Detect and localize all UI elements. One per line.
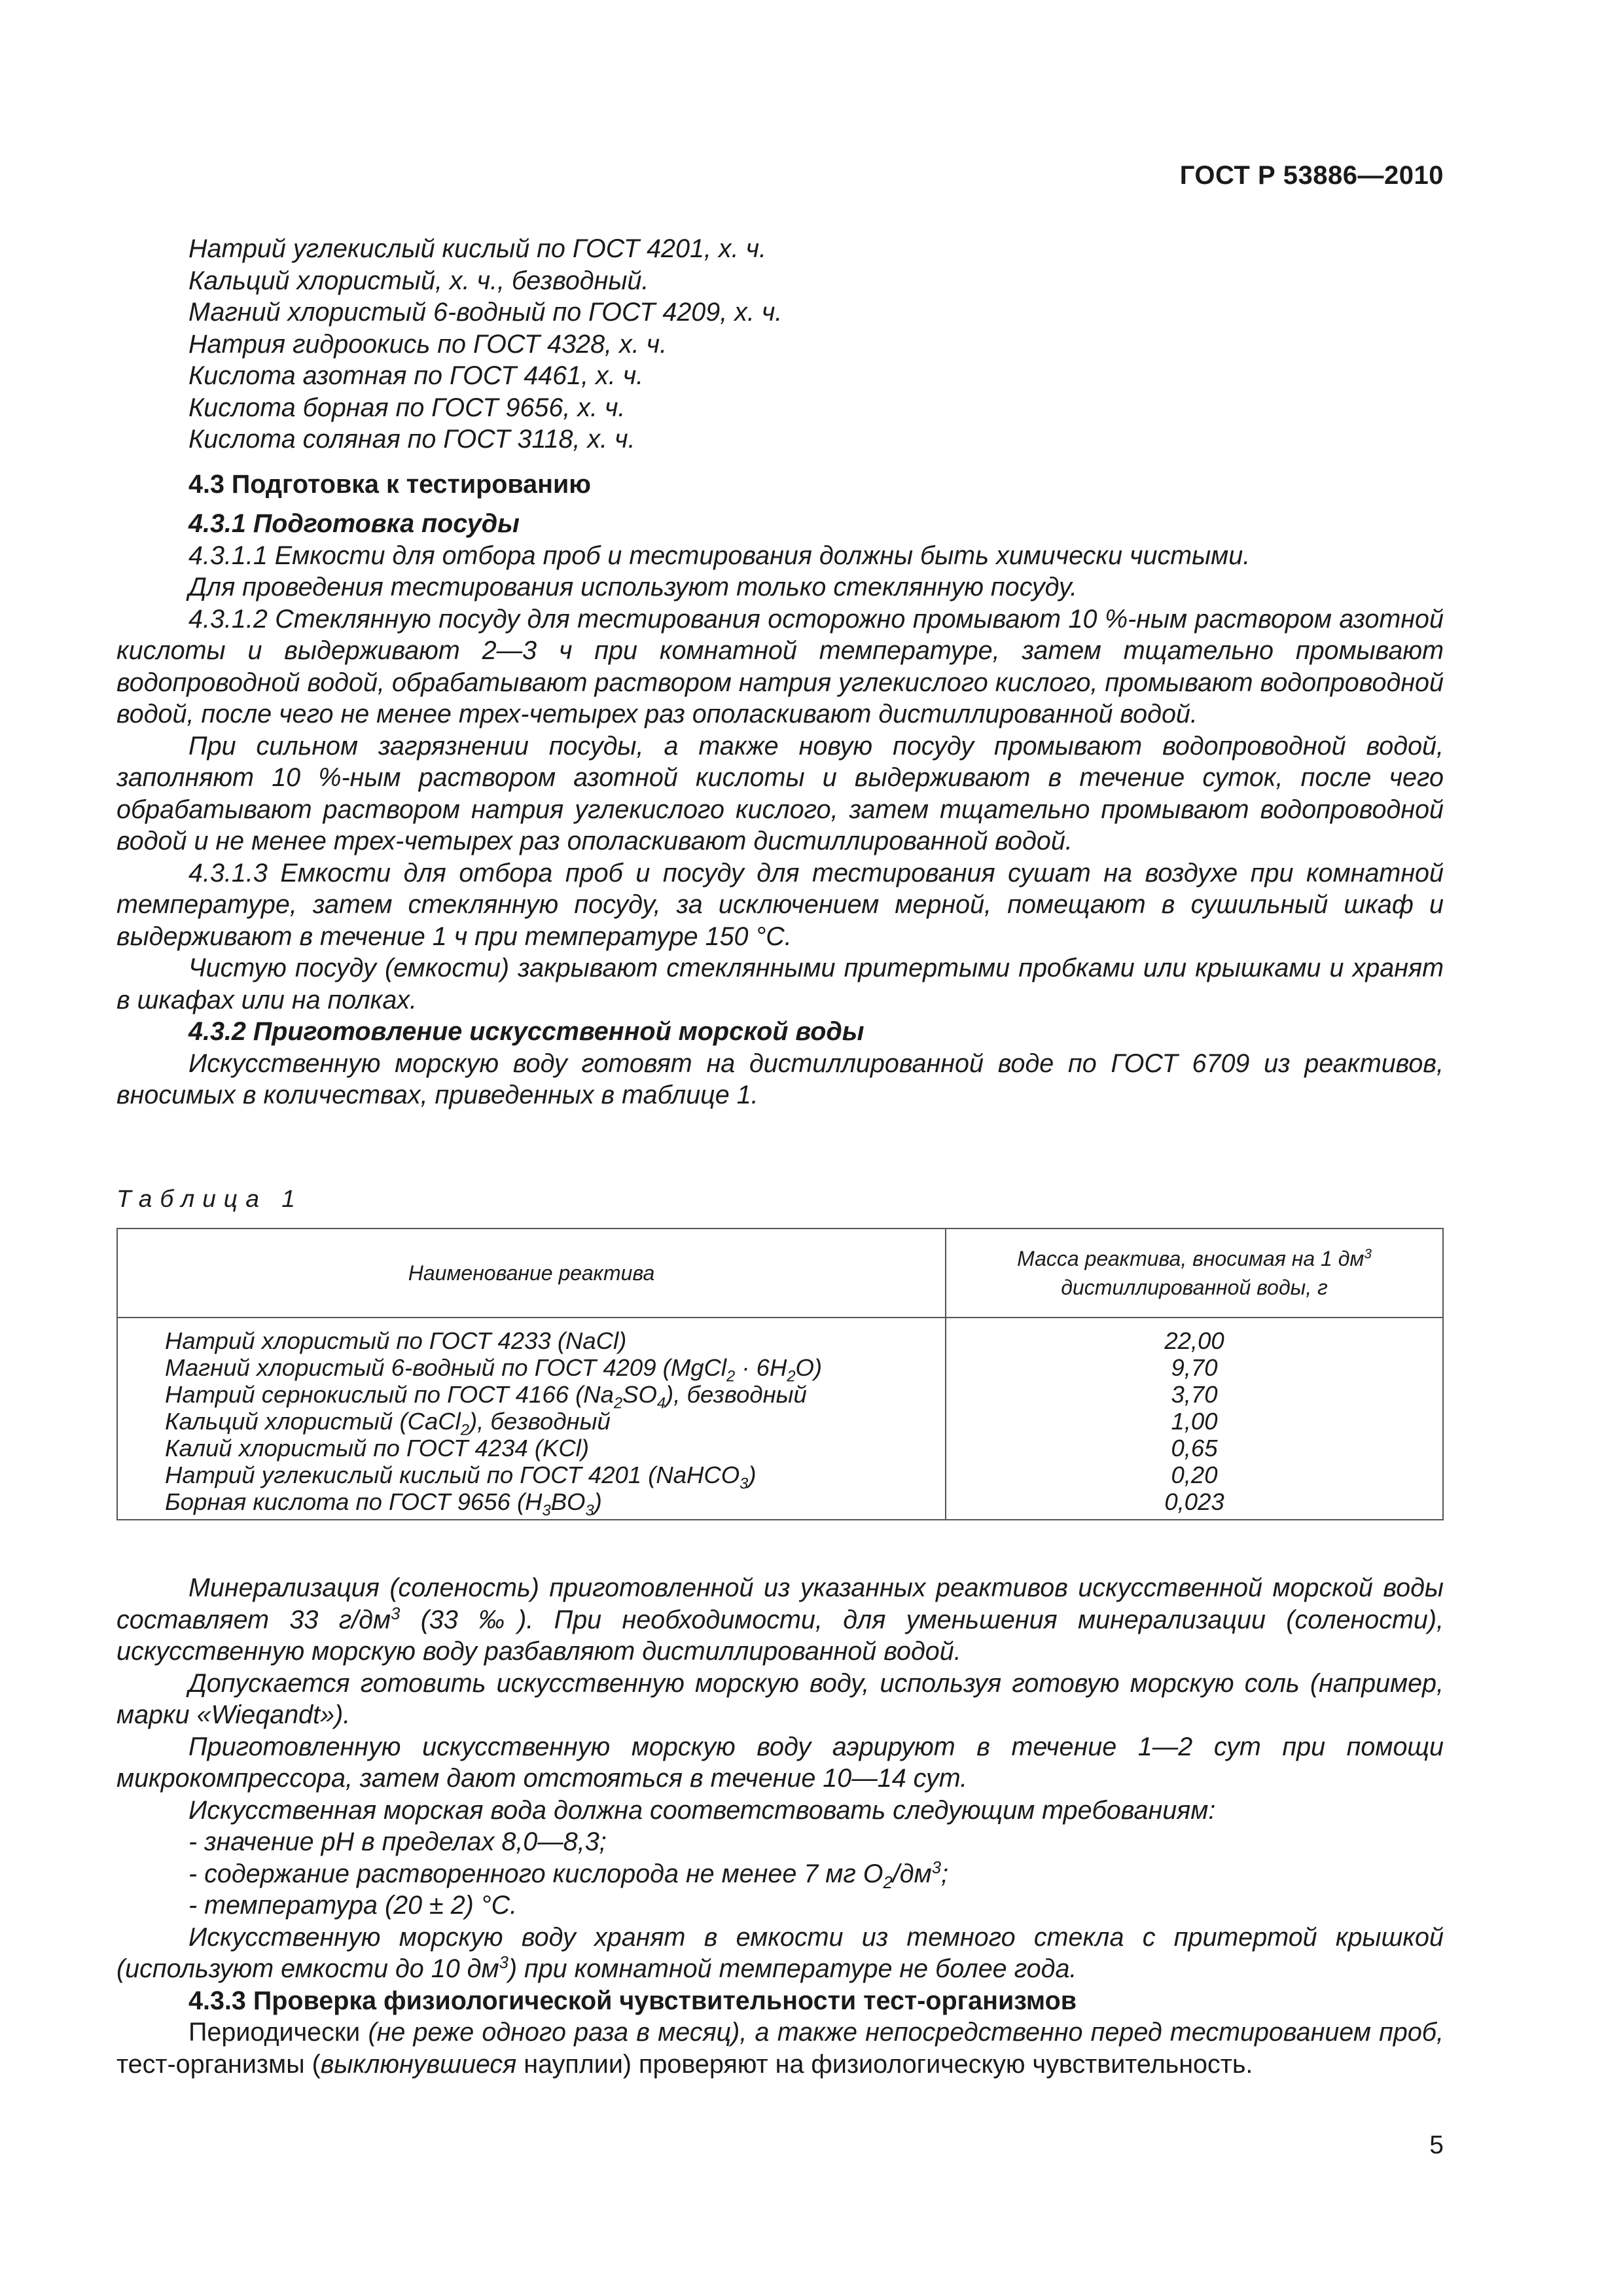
table-1-label: Таблица 1 <box>116 1185 303 1212</box>
section-heading: 4.3.3 Проверка физиологической чувствительности тест-организмов <box>188 1986 1077 2015</box>
paragraph: Чистую посуду (емкости) закрывают стеклянными притертыми пробками или крышками и хранят в шкафах или на полках. <box>116 954 1444 1014</box>
section-4-3 <box>116 469 1444 501</box>
reagent-list-item: Натрия гидроокись по ГОСТ 4328, х. ч. <box>188 329 668 359</box>
reagent-values-cell <box>946 1318 1443 1520</box>
table-reagent-name: Магний хлористый 6-водный по ГОСТ 4209 (MgCl$_2$ · $6H_2O$) <box>165 1354 823 1386</box>
table-reagent-name: Натрий хлористый по ГОСТ 4233 (NaCl) <box>165 1327 627 1354</box>
table-header-mass: Масса реактива, вносимая на 1 $дм^3$ дистиллированной воды, г <box>946 1229 1443 1318</box>
paragraph: 4.3.1.3 Емкости для отбора проб и посуду для тестирования сушат на воздухе при комнатной температуре, затем стеклянную посуду, за исключением мерной, помещают в сушильный шкаф и выдерживают в течение 1 ч при температуре 150 °С. <box>116 858 1444 951</box>
reagent-list-item: Магний хлористый 6-водный по ГОСТ 4209, х. ч. <box>188 298 783 327</box>
paragraph: 4.3.1.2 Стеклянную посуду для тестирования осторожно промывают 10 %-ным раствором азотной кислоты и выдерживают 2—3 ч при комнатной температуре, затем тщательно промывают водопроводной водой, обрабатывают раствором натрия углекислого кислого, промывают водопроводной водой, после чего не менее трех-четырех раз ополаскивают дистиллированной водой. <box>116 604 1444 728</box>
list-item: - значение pH в пределах 8,0—8,3; <box>188 1827 607 1856</box>
paragraph: Искусственная морская вода должна соответствовать следующим требованиям: <box>188 1795 1216 1825</box>
reagents-list <box>116 233 1444 456</box>
paragraph: Допускается готовить искусственную морскую воду, используя готовую морскую соль (например, марки «Wieqandt»). <box>116 1668 1444 1729</box>
paragraph: 4.3.1.1 Емкости для отбора проб и тестирования должны быть химически чистыми. <box>188 541 1251 570</box>
paragraph: При сильном загрязнении посуды, а также новую посуду промывают водопроводной водой, заполняют 10 %-ным раствором азотной кислоты и выдерживают в течение суток, после чего обрабатывают раствором натрия углекислого кислого, затем тщательно промывают водопроводной водой и не менее трех-четырех раз ополаскивают дистиллированной водой. <box>116 731 1444 855</box>
paragraph: Минерализация (соленость) приготовленной из указанных реактивов искусственной морской воды составляет 33 $г/дм^3$ (33 ‰). При необходимости, для уменьшения минерализации (солености), искусственную морскую воду разбавляют дистиллированной водой. <box>116 1573 1444 1666</box>
reagent-list-item: Натрий углекислый кислый по ГОСТ 4201, х. ч. <box>188 234 767 263</box>
table-header-reagent: Наименование реактива <box>117 1229 946 1318</box>
paragraph: Приготовленную искусственную морскую воду аэрируют в течение 1—2 сут при помощи микрокомпрессора, затем дают отстояться в течение 10—14 сут. <box>116 1732 1444 1793</box>
reagent-list-item: Кислота соляная по ГОСТ 3118, х. ч. <box>188 425 635 454</box>
reagent-list-item: Кислота борная по ГОСТ 9656, х. ч. <box>188 393 626 422</box>
section-4-3-1 <box>116 508 1444 1111</box>
after-table-text <box>116 1572 1444 2080</box>
table-reagent-value: 1,00 <box>1171 1408 1218 1435</box>
table-reagent-name: Натрий сернокислый по ГОСТ 4166 $(Na_2SO_4)$, безводный <box>165 1381 807 1412</box>
table-reagent-value: 0,20 <box>1171 1462 1218 1488</box>
list-item: - температура (20 ± 2) °С. <box>188 1891 518 1920</box>
list-item: - содержание растворенного кислорода не менее 7 мг $O_2/дм^3$; <box>188 1858 948 1892</box>
section-heading: 4.3 Подготовка к тестированию <box>188 470 591 499</box>
page-header: ГОСТ Р 53886—2010 <box>1179 161 1444 190</box>
table-reagent-value: 9,70 <box>1171 1354 1218 1381</box>
reagent-list-item: Кальций хлористый, х. ч., безводный. <box>188 266 649 295</box>
paragraph: Искусственную морскую воду готовят на дистиллированной воде по ГОСТ 6709 из реактивов, вносимых в количествах, приведенных в таблице 1. <box>116 1049 1444 1109</box>
page-number: 5 <box>1429 2131 1444 2159</box>
table-reagent-name: Кальций хлористый (CaCl$_2$), безводный <box>165 1408 611 1439</box>
reagent-names-cell <box>117 1318 946 1520</box>
paragraph: Искусственную морскую воду хранят в емкости из темного стекла с притертой крышкой (используют емкости до 10 $дм^3$) при комнатной температуре не более года. <box>116 1922 1444 1983</box>
reagent-list-item: Кислота азотная по ГОСТ 4461, х. ч. <box>188 361 644 390</box>
table-reagent-value: 0,65 <box>1171 1435 1218 1462</box>
table-reagent-name: Борная кислота по ГОСТ 9656 $(H_3BO_3)$ <box>165 1488 602 1520</box>
section-heading: 4.3.2 Приготовление искусственной морской воды <box>188 1017 865 1046</box>
table-reagent-value: 22,00 <box>1164 1327 1224 1354</box>
paragraph: Для проведения тестирования используют только стеклянную посуду. <box>188 573 1078 601</box>
table-reagent-name: Калий хлористый по ГОСТ 4234 (KCl) <box>165 1435 590 1462</box>
table-reagent-value: 0,023 <box>1164 1488 1224 1515</box>
table-1 <box>116 1228 1444 1520</box>
paragraph: Периодически (не реже одного раза в месяц), а также непосредственно перед тестированием проб, тест-организмы (выклюнувшиеся науплии) проверяют на физиологическую чувствительность. <box>116 2018 1444 2079</box>
section-heading: 4.3.1 Подготовка посуды <box>188 509 520 538</box>
table-reagent-value: 3,70 <box>1171 1381 1218 1408</box>
table-reagent-name: Натрий углекислый кислый по ГОСТ 4201 (NaHCO$_3$) <box>165 1462 757 1493</box>
